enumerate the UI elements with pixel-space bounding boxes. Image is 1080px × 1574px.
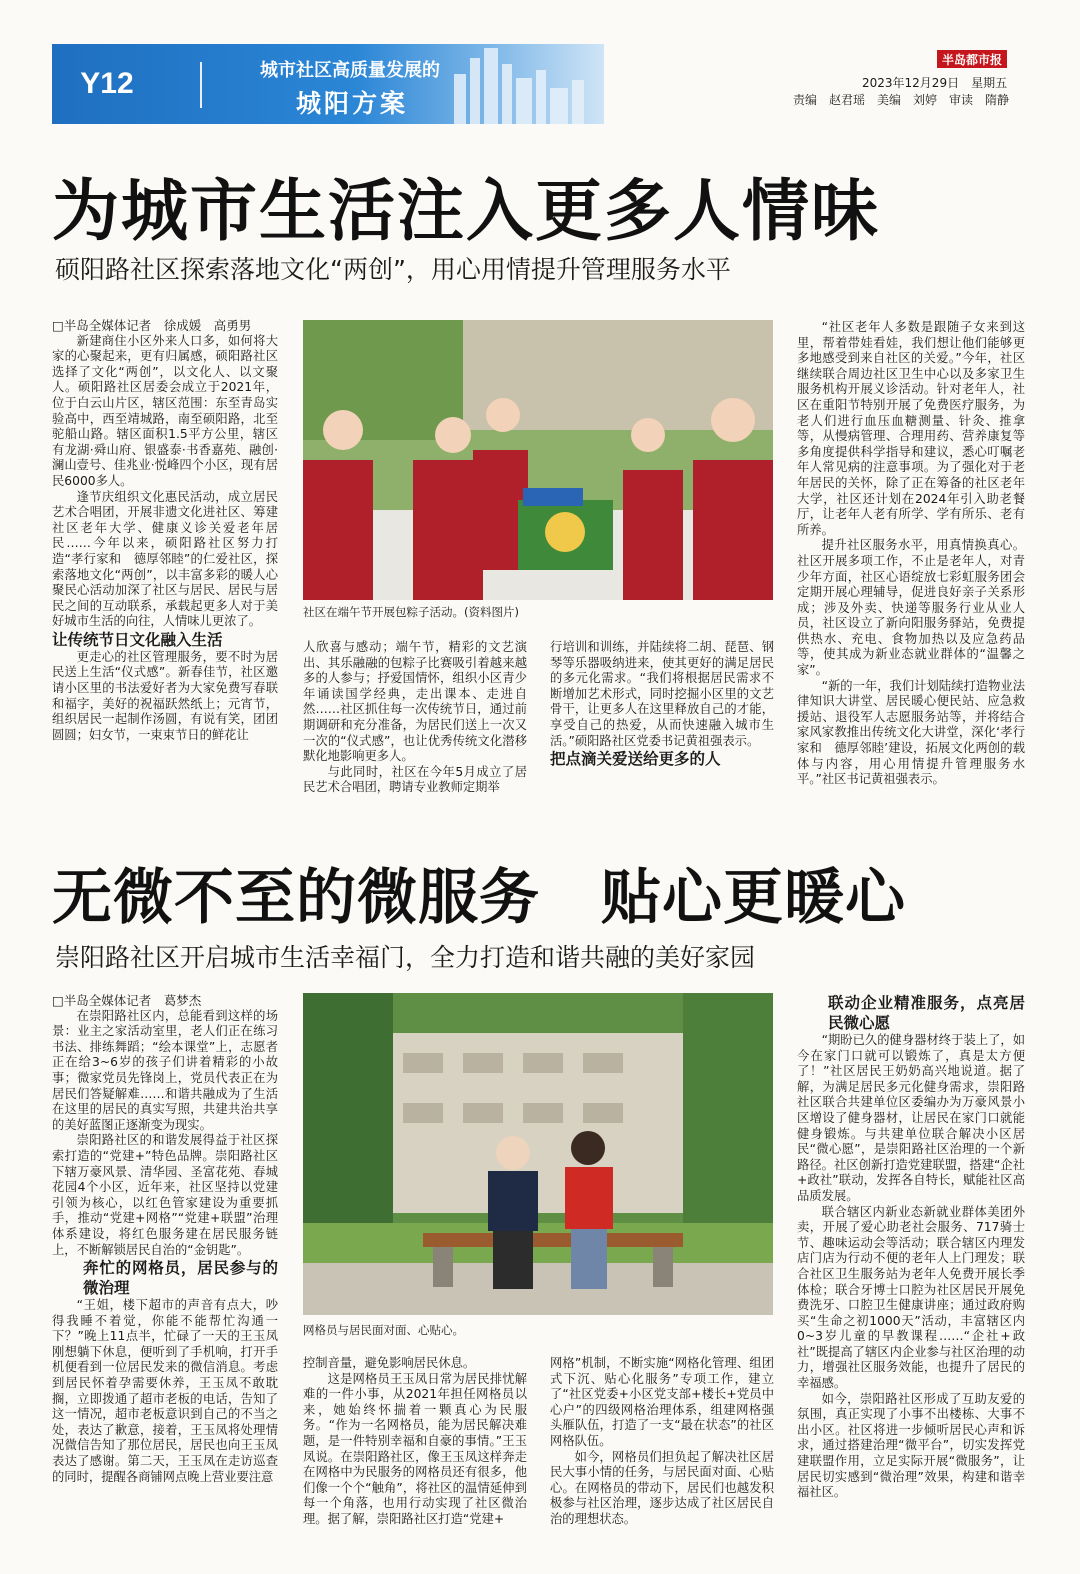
article1-photo-caption: 社区在端午节开展包粽子活动。(资料图片): [303, 605, 519, 619]
paragraph: 联合辖区内新业态新就业群体美团外卖，开展了爱心助老社会服务、717骑士节、趣味运动会等活动；联合辖区内理发店门店为行动不便的老年人上门理发；联合社区卫生服务站为老年人免费开展长季体检；联合牙博士口腔为社区居民开展免费洗牙、口腔卫生健康讲座；通过政府购买“生命之初1000天”活动，丰富辖区内0~3岁儿童的早教课程……“企社+政社”既提高了辖区内企业参与社区治理的动力，增强社区服务效能，也提升了居民的幸福感。: [797, 1204, 1025, 1391]
paragraph: “期盼已久的健身器材终于装上了，如今在家门口就可以锻炼了，真是太方便了！”社区居民王奶奶高兴地说道。据了解，为满足居民多元化健身需求，崇阳路社区联合共建单位区委编办为万豪风景小区增设了健身器材，让居民在家门口就能健身锻炼。与共建单位联合解决小区居民“微心愿”，是崇阳路社区治理的一个新路径。社区创新打造党建联盟，搭建“企社+政社”联动，发挥各自特长，赋能社区高品质发展。: [797, 1033, 1025, 1203]
section-title-line1: 城市社区高质量发展的: [260, 60, 440, 81]
article1-subheadline: 硕阳路社区探索落地文化“两创”，用心用情提升管理服务水平: [55, 255, 731, 284]
paragraph: 如今，网格员们担负起了解决社区居民大事小情的任务，与居民面对面、心贴心。在网格员的带动下，居民们也越发积极参与社区治理，逐步达成了社区居民自治的理想状态。: [550, 1449, 774, 1526]
paragraph: “社区老年人多数是跟随子女来到这里，帮着带娃看娃，我们想让他们能够更多地感受到来自社区的关爱。”今年，社区继续联合周边社区卫生中心以及多家卫生服务机构开展义诊活动。针对老年人，社区在重阳节特别开展了免费医疗服务，为老人们进行血压血糖测量、针灸、推拿等，从慢病管理、合理用药、营养康复等多角度提供科学指导和建议，悉心叮嘱老年人常见病的注意事项。为了强化对于老年居民的关怀，除了正在筹备的社区老年大学，社区还计划在2024年引入助老餐厅，让老年人老有所学、学有所乐、老有所养。: [797, 320, 1025, 537]
article2-byline: □半岛全媒体记者 葛梦杰: [52, 993, 202, 1008]
paragraph: 这是网格员王玉凤日常为居民排忧解难的一件小事，从2021年担任网格员以来，她始终怀揣着一颗真心为民服务。“作为一名网格员，能为居民解决难题，是一件特别幸福和自豪的事情。”王玉凤说。在崇阳路社区，像王玉凤这样奔走在网格中为民服务的网格员还有很多，他们像一个个“触角”，将社区的温情延伸到每一个角落，也用行动实现了社区微治理。据了解，崇阳路社区打造“党建+: [303, 1371, 527, 1526]
article2-column-4: [797, 993, 1025, 1553]
article2-headline: 无微不至的微服务 贴心更暖心: [52, 863, 906, 933]
paragraph: 在崇阳路社区内，总能看到这样的场景：业主之家活动室里，老人们正在练习书法、排练舞蹈；“绘本课堂”上，志愿者正在给3~6岁的孩子们讲着精彩的小故事；微家党员先锋岗上，党员代表正在为居民们答疑解难……和谐共融成为了生活在这里的居民的真实写照，共建共治共享的美好蓝图正逐渐变为现实。: [52, 1008, 278, 1132]
paragraph: 网格”机制，不断实施“网格化管理、组团式下沉、贴心化服务”专项工作，建立了“社区党委+小区党支部+楼长+党员中心户”的四级网格治理体系，组建网格强头雁队伍，打造了一支“最在状态”的社区网格队伍。: [550, 1356, 774, 1448]
grid-worker-photo: [303, 993, 773, 1315]
article1-column-4: [797, 320, 1025, 800]
article2-column-1: [52, 993, 278, 1553]
issue-date: 2023年12月29日 星期五: [862, 76, 1008, 90]
banner-divider: [200, 62, 202, 108]
dumpling-activity-photo: [303, 320, 773, 600]
article1-column-1: [52, 318, 278, 788]
article2-column-2: [303, 1356, 527, 1556]
paragraph: 提升社区服务水平，用真情换真心。社区开展多项工作，不止是老年人，对青少年方面，社区心语绽放七彩虹服务团会定期开展心理辅导，促进良好亲子关系形成；涉及外卖、快递等服务行业从业人员，社区设立了新向阳服务驿站，免费提供热水、充电、食物加热以及应急药品等，使其成为新业态就业群体的“温馨之家”。: [797, 538, 1025, 678]
subsection-heading: 让传统节日文化融入生活: [52, 630, 223, 649]
paragraph: “王姐，楼下超市的声音有点大，吵得我睡不着觉，你能不能帮忙沟通一下？”晚上11点半，忙碌了一天的王玉凤刚想躺下休息，便听到了手机响，打开手机便看到一位居民发来的微信消息。考虑到居民怀着孕需要休养，王玉凤不敢耽搁，立即拨通了超市老板的电话，告知了这一情况，超市老板意识到自己的不当之处，表达了歉意，接着，王玉凤将处理情况微信告知了那位居民，居民也向王玉凤表达了感谢。第二天，王玉凤在走访巡查的同时，提醒各商铺网点晚上营业要注意: [52, 1298, 278, 1484]
article1-column-2: [303, 640, 527, 800]
paragraph: 如今，崇阳路社区形成了互助友爱的氛围，真正实现了小事不出楼栋、大事不出小区。社区将进一步倾听居民心声和诉求，通过搭建治理“微平台”，切实发挥党建联盟作用，立足实际开展“微服务”，让居民切实感到“微治理”效果，构建和谐幸福社区。: [797, 1391, 1025, 1500]
paragraph: 行培训和训练，并陆续将二胡、琵琶、钢琴等乐器吸纳进来，使其更好的满足居民的多元化需求。“我们将根据居民需求不断增加艺术形式，同时挖掘小区里的文艺骨干，让更多人在这里释放自己的才能，享受自己的热爱，从而快速融入城市生活。”硕阳路社区党委书记黄祖强表示。: [550, 640, 774, 748]
paragraph: 与此同时，社区在今年5月成立了居民艺术合唱团，聘请专业教师定期举: [303, 764, 527, 795]
subsection-heading: 把点滴关爱送给更多的人: [550, 750, 721, 769]
subsection-heading: 联动企业精准服务，点亮居民微心愿: [828, 994, 1025, 1032]
article1-headline: 为城市生活注入更多人情味: [52, 172, 880, 250]
paragraph: 新建商住小区外来人口多，如何将大家的心聚起来，更有归属感，硕阳路社区选择了文化“两创”，以文化人、以文聚人。硕阳路社区居委会成立于2021年，位于白云山片区，辖区范围：东至青岛实验高中，西至靖城路，南至硕阳路，北至驼船山路。辖区面积1.5平方公里，辖区有龙湖·舜山府、银盛泰·书香嘉苑、融创·澜山壹号、佳兆业·悦峰四个小区，现有居民6000多人。: [52, 333, 278, 488]
paragraph: 更走心的社区管理服务，要不时为居民送上生活“仪式感”。新春佳节，社区邀请小区里的书法爱好者为大家免费写春联和福字，美好的祝福跃然纸上；元宵节，组织居民一起制作汤圆，有说有笑，团团圆圆；妇女节，一束束节日的鲜花让: [52, 649, 278, 742]
article1-byline: □半岛全媒体记者 徐成媛 高勇男: [52, 318, 252, 333]
editor-credits: 责编 赵君瑶 美编 刘婷 审读 隋静: [793, 93, 1010, 107]
paragraph: 崇阳路社区的和谐发展得益于社区探索打造的“党建+”特色品牌。崇阳路社区下辖万豪风景、清华园、圣富花苑、春城花园4个小区，近年来，社区坚持以党建引领为核心，以红色管家建设为重要抓手，推动“党建+网格”“党建+联盟”治理体系建设，将红色服务建在居民服务链上，不断解锁居民自治的“金钥匙”。: [52, 1133, 278, 1257]
section-title-line2: 城阳方案: [296, 89, 409, 118]
article2-photo: [303, 993, 773, 1315]
paragraph: 人欣喜与感动；端午节，精彩的文艺演出、其乐融融的包粽子比赛吸引着越来越多的人参与；抒爱国情怀，组织小区青少年诵读国学经典，走出课本、走进自然……社区抓住每一次传统节日，通过前期调研和充分准备，为居民们送上一次又一次的“仪式感”，也让优秀传统文化潜移默化地影响更多人。: [303, 640, 527, 764]
paragraph: 逢节庆组织文化惠民活动，成立居民艺术合唱团，开展非遗文化进社区、筹建社区老年大学、健康义诊关爱老年居民……今年以来，硕阳路社区努力打造“孝行家和 德厚邻睦”的仁爱社区，探索落地文化“两创”，以丰富多彩的暖人心聚民心活动加深了社区与居民、居民与居民之间的互动联系，承载起更多人对于美好城市生活的向往，人情味儿更浓了。: [52, 489, 278, 629]
page-number: Y12: [80, 67, 134, 100]
section-banner: [52, 44, 604, 124]
paragraph: “新的一年，我们计划陆续打造物业法律知识大讲堂、居民暖心便民站、应急救援站、退役军人志愿服务站等，并将结合家风家教推出传统文化大讲堂，深化‘孝行家和 德厚邻睦’建设，拓展文化两创的载体与内容，用心用情提升管理服务水平。”社区书记黄祖强表示。: [797, 678, 1025, 787]
article2-subheadline: 崇阳路社区开启城市生活幸福门，全力打造和谐共融的美好家园: [55, 943, 756, 972]
paragraph: 控制音量，避免影响居民休息。: [303, 1356, 476, 1370]
skyline-graphic: [434, 44, 604, 124]
subsection-heading: 奔忙的网格员，居民参与的微治理: [83, 1259, 278, 1298]
article2-column-3: [550, 1356, 774, 1556]
article1-photo: [303, 320, 773, 600]
article2-photo-caption: 网格员与居民面对面、心贴心。: [303, 1323, 464, 1337]
newspaper-logo: 半岛都市报: [937, 50, 1007, 68]
article1-column-3: [550, 640, 774, 800]
